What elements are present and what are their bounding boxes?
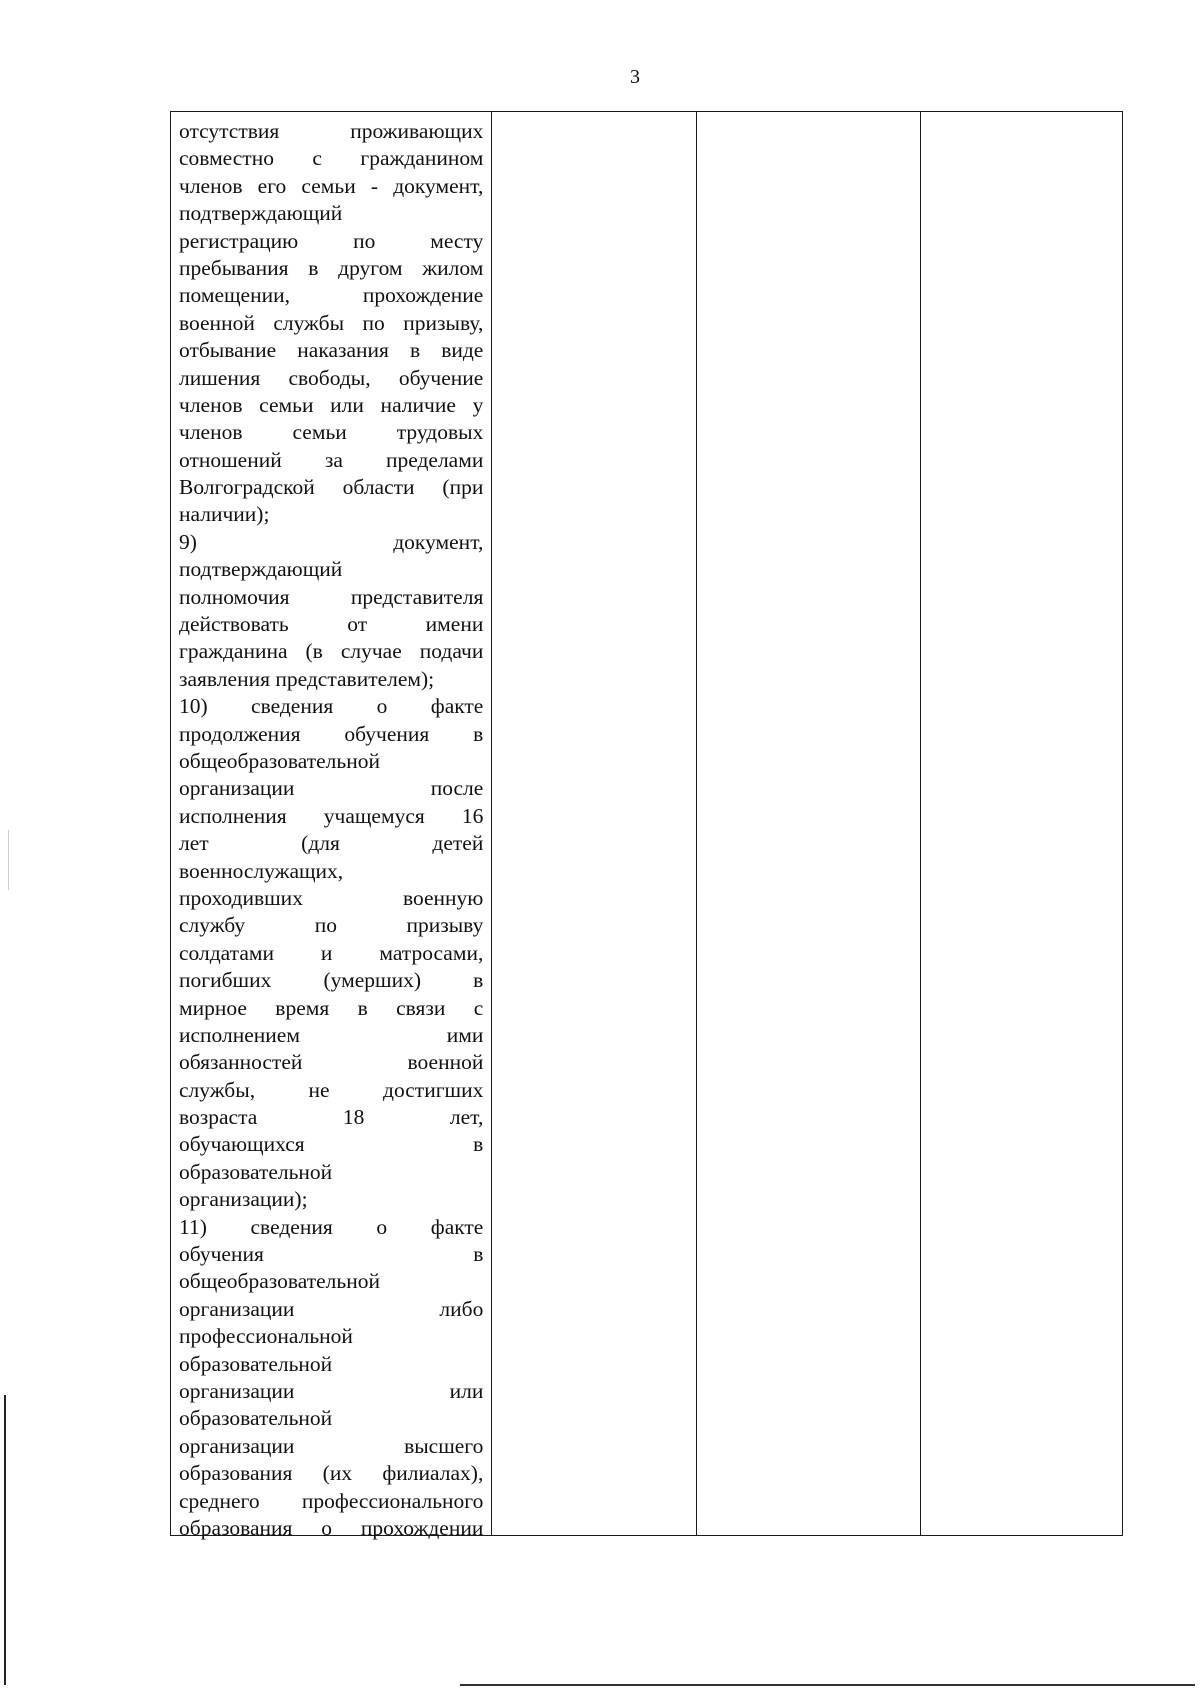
cell-text-line: мирное время в связи с (179, 995, 484, 1020)
scan-edge-mark (460, 1684, 1195, 1686)
cell-text-line: общеобразовательной (179, 1269, 380, 1294)
cell-text-line: отсутствия проживающих (179, 119, 484, 143)
cell-text-line: профессиональной (179, 1324, 353, 1349)
cell-text-line: образования (их филиалах), (179, 1461, 484, 1486)
cell-text-line: членов семьи трудовых (179, 420, 484, 445)
cell-text-line: организации после (179, 776, 484, 801)
cell-text-line: военной службы по призыву, (179, 310, 484, 335)
cell-text-line: солдатами и матросами, (179, 940, 484, 965)
scan-edge-mark (8, 830, 9, 890)
table-cell-document-list (171, 112, 492, 1540)
cell-text-line: 11) сведения о факте (179, 1214, 484, 1239)
cell-text-line: совместно с гражданином (179, 146, 484, 171)
cell-text-line: обучения в (179, 1242, 484, 1267)
cell-text-line: исполнения учащемуся 16 (179, 803, 484, 828)
cell-text-line: отношений за пределами (179, 447, 484, 472)
cell-text-line: общеобразовательной (179, 748, 380, 773)
cell-text-line: военнослужащих, (179, 858, 344, 883)
cell-text-line: лет (для детей (179, 831, 484, 856)
cell-text-line: членов семьи или наличие у (179, 392, 484, 417)
cell-text-line: продолжения обучения в (179, 721, 484, 746)
cell-text-line: организации или (179, 1378, 484, 1403)
cell-text-line: образовательной (179, 1159, 333, 1184)
cell-text-line: обязанностей военной (179, 1050, 484, 1075)
cell-text-line: наличии); (179, 502, 270, 527)
cell-text-line: 10) сведения о факте (179, 694, 484, 719)
cell-text-line: подтверждающий (179, 201, 343, 226)
cell-text-line: обучающихся в (179, 1132, 484, 1157)
cell-text-line: образовательной (179, 1351, 333, 1376)
cell-text-line: погибших (умерших) в (179, 968, 484, 993)
cell-text-line: членов его семьи - документ, (179, 173, 484, 198)
cell-text-line: организации высшего (179, 1433, 484, 1458)
cell-text-line: службу по призыву (179, 913, 484, 938)
cell-text-line: службы, не достигших (179, 1077, 484, 1102)
cell-text-line: проходивших военную (179, 885, 484, 910)
table-cell-empty-4 (921, 112, 1122, 1535)
cell-text-line: образования о прохождении (179, 1515, 484, 1540)
scan-edge-mark (4, 1395, 6, 1685)
cell-text-line: отбывание наказания в виде (179, 338, 484, 363)
cell-text-line: подтверждающий (179, 557, 343, 582)
cell-text-line: помещении, прохождение (179, 283, 484, 308)
cell-text-line: организации либо (179, 1296, 484, 1321)
cell-text-line: пребывания в другом жилом (179, 255, 484, 280)
document-table (170, 111, 1123, 1540)
cell-text-line: действовать от имени (179, 612, 484, 637)
cell-text-line: исполнением ими (179, 1022, 484, 1047)
cell-text-line: организации); (179, 1187, 308, 1212)
cell-text-line: заявления представителем); (179, 666, 435, 691)
cell-text-line: возраста 18 лет, (179, 1105, 484, 1130)
cell-text-line: 9) документ, (179, 529, 484, 554)
cell-text-line: образовательной (179, 1406, 333, 1431)
cell-text-line: лишения свободы, обучение (179, 365, 484, 390)
table-cell-empty-3 (697, 112, 922, 1535)
cell-text-line: гражданина (в случае подачи (179, 639, 484, 664)
page-number: 3 (630, 66, 640, 88)
cell-text-line: регистрацию по месту (179, 228, 484, 253)
table-cell-empty-2 (492, 112, 697, 1535)
cell-text-line: полномочия представителя (179, 584, 484, 609)
cell-text-line: Волгоградской области (при (179, 475, 484, 500)
cell-text-line: среднего профессионального (179, 1488, 484, 1513)
